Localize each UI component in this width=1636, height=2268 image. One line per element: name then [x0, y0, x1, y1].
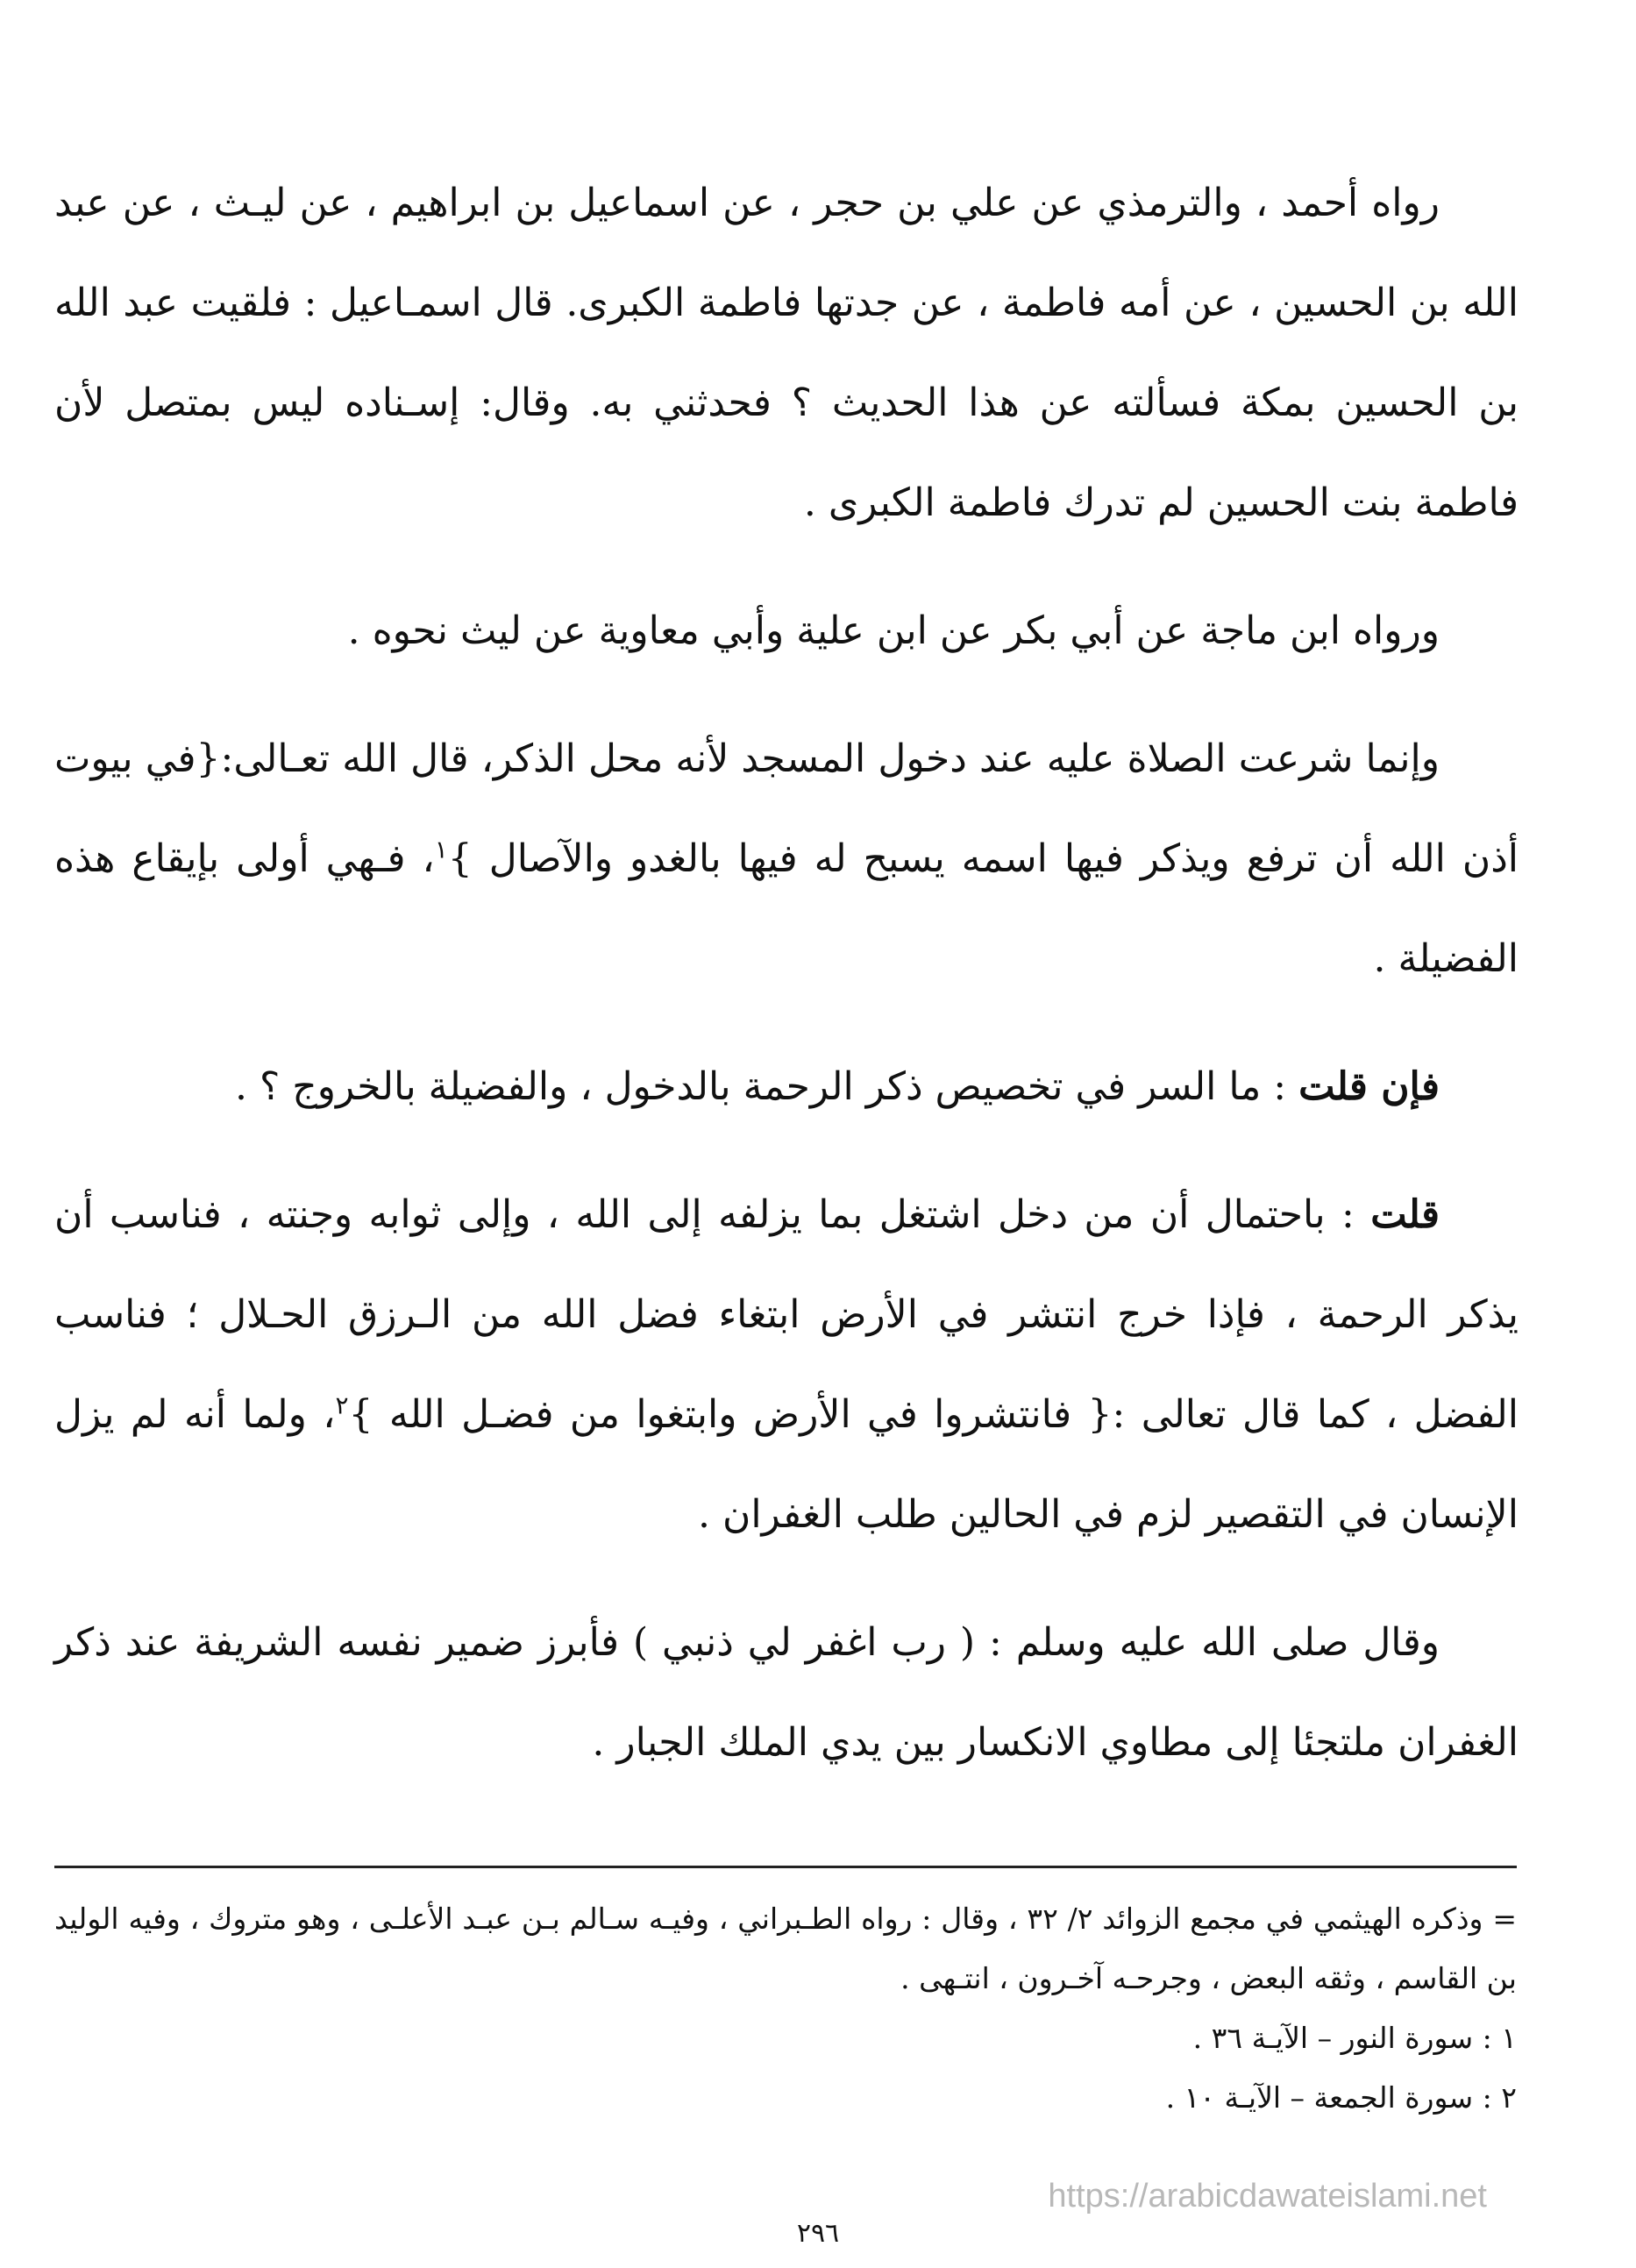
paragraph-1-text: رواه أحمد ، والترمذي عن علي بن حجر ، عن اسماعيل بن ابراهيم ، عن ليـث ، عن عبد الله بن الحسين ، عن أمه فاطمة ، عن جدتها فاطمة الكبرى. قال اسمـاعيل : فلقيت عبد الله بن الحسين بمكة فسألته عن هذا الحديث ؟ فحدثني به. وقال: إسـناده ليس بمتصل لأن فاطمة بنت الحسين لم تدرك فاطمة الكبرى .	[54, 181, 1519, 525]
page-number: ٢٩٦	[796, 2218, 840, 2249]
paragraph-5-text-before: : باحتمال أن من دخل اشتغل بما يزلفه إلى الله ، وإلى ثوابه وجنته ، فناسب أن يذكر الرحمة ، فإذا خرج انتشر في الأرض ابتغاء فضل الله من الـرزق الحـلال ؛ فناسب الفضل ، كما قال تعالى :{ فانتشروا في الأرض وابتغوا من فضـل الله }	[54, 1192, 1519, 1437]
footnote-divider	[54, 1866, 1517, 1868]
footnote-continuation: = وذكره الهيثمي في مجمع الزوائد ٢/ ٣٢ ، وقال : رواه الطـبراني ، وفيـه سـالم بـن عبـد الأعلـى ، وهو متروك ، وفيه الوليد بن القاسم ، وثقه البعض ، وجرحـه آخـرون ، انتـهى .	[54, 1902, 1517, 1995]
main-text	[54, 153, 1519, 1821]
paragraph-2	[54, 581, 1519, 681]
footnote-ref-1: ١	[434, 835, 448, 864]
paragraph-5-text-after: ، ولما أنه لم يزل الإنسان في التقصير لزم في الحالين طلب الغفران .	[54, 1392, 1519, 1537]
paragraph-6	[54, 1593, 1519, 1793]
paragraph-3	[54, 709, 1519, 1009]
paragraph-6-text: وقال صلى الله عليه وسلم : ( رب اغفر لي ذنبي ) فأبرز ضمير نفسه الشريفة عند ذكر الغفران ملتجئا إلى مطاوي الانكسار بين يدي الملك الجبار .	[54, 1620, 1519, 1765]
footnote-2: ٢ : سورة الجمعة – الآيـة ١٠ .	[1165, 2080, 1517, 2115]
paragraph-4	[54, 1037, 1519, 1137]
paragraph-3-text-before: وإنما شرعت الصلاة عليه عند دخول المسجد لأنه محل الذكر، قال الله تعـالى:{في بيوت أذن الله أن ترفع ويذكر فيها اسمه يسبح له فيها بالغدو والآصال }	[54, 736, 1519, 881]
paragraph-5-lead: قلت	[1370, 1192, 1440, 1237]
watermark-url: https://arabicdawateislami.net	[1048, 2178, 1487, 2215]
footnote-ref-2: ٢	[335, 1390, 349, 1420]
footnote-1: ١ : سورة النور – الآيـة ٣٦ .	[1192, 2021, 1517, 2055]
paragraph-4-text: : ما السر في تخصيص ذكر الرحمة بالدخول ، والفضيلة بالخروج ؟ .	[234, 1064, 1299, 1109]
footnotes	[54, 1889, 1517, 2128]
paragraph-1	[54, 153, 1519, 553]
paragraph-5	[54, 1165, 1519, 1565]
paragraph-3-text-after: ، فـهي أولى بإيقاع هذه الفضيلة .	[54, 836, 1519, 981]
paragraph-4-lead: فإن قلت	[1298, 1064, 1440, 1109]
paragraph-2-text: ورواه ابن ماجة عن أبي بكر عن ابن علية وأبي معاوية عن ليث نحوه .	[347, 608, 1440, 653]
